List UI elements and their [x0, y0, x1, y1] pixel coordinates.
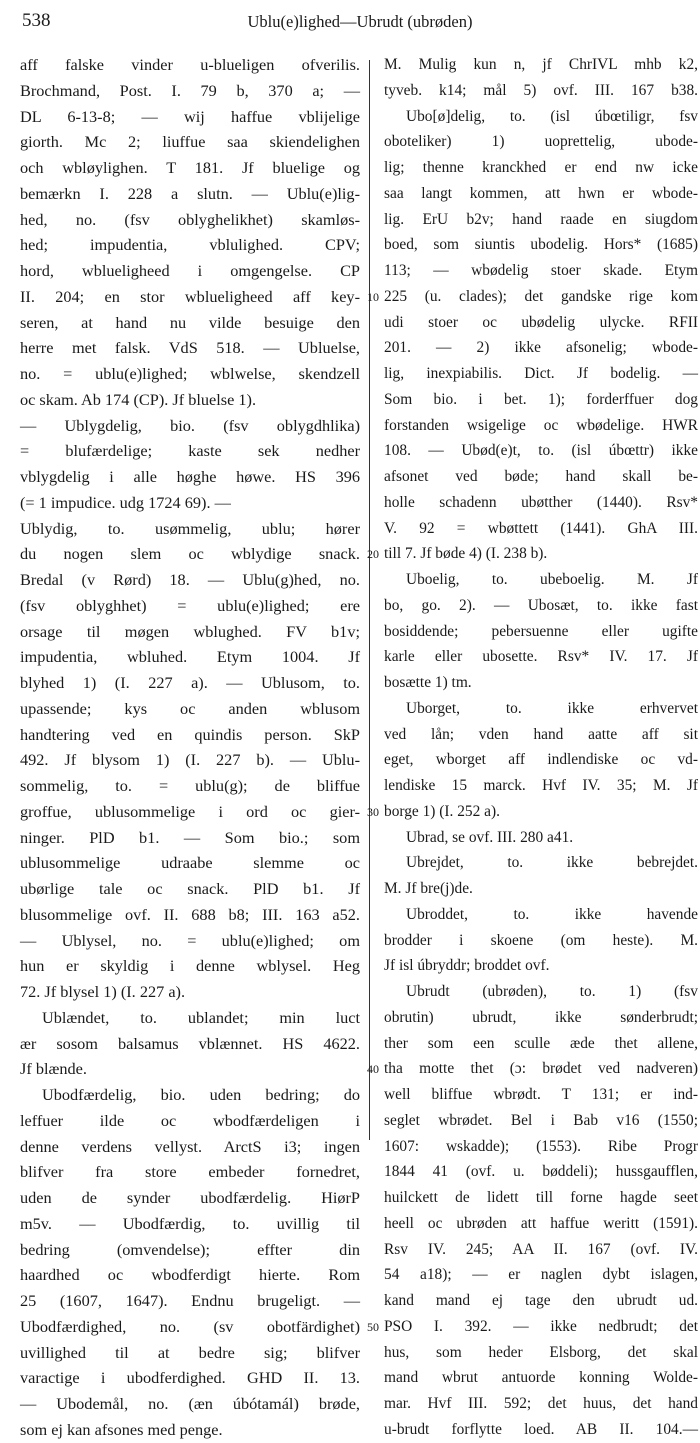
right-column-line: tyveb. k14; mål 5) ovf. III. 167 b38. [384, 81, 698, 99]
left-column-line: — Ubodemål, no. (æn úbótamál) brøde, [20, 1394, 360, 1413]
margin-line-number: 20 [367, 547, 379, 562]
left-column-line: no. = ublu(e)lighed; wblwelse, skendzell [20, 364, 360, 383]
right-column-line: 1844 41 (ovf. u. bøddeli); hussgaufflen, [384, 1163, 698, 1181]
left-column-line: bemærkn I. 228 a slutn. — Ublu(e)lig- [20, 183, 360, 203]
left-column-line: II. 204; en stor wblueligheed aff key- [20, 286, 360, 306]
left-column-line: haardhed oc wbodferdigt hierte. Rom [20, 1265, 360, 1285]
right-column-line: M. Mulig kun n, jf ChrIVL mhb k2, [384, 56, 698, 73]
left-column-line: Bredal (v Rørd) 18. — Ublu(g)hed, no. [20, 570, 360, 589]
right-column-line: 108. — Ubød(e)t, to. (isl úbœttr) ikke [384, 442, 698, 460]
left-column-line: blusommelige ovf. II. 688 b8; III. 163 a52. [20, 904, 360, 924]
right-column-line: Jf isl úbryddr; broddet ovf. [384, 957, 550, 975]
right-column-line: brodder i skoene (om heste). M. [384, 931, 698, 949]
right-column-line: ved lån; vden hand aatte aff sit [384, 725, 698, 743]
left-column-line: Ublydig, to. usømmelig, ublu; hører [20, 518, 360, 538]
left-column-line: du nogen slem oc wblydige snack. [20, 544, 360, 564]
right-column-line: borge 1) (I. 252 a). [384, 802, 500, 820]
right-column-line: afsonet ved bøde; hand skall be- [384, 468, 698, 485]
left-column-line: blyhed 1) (I. 227 a). — Ublusom, to. [20, 673, 360, 692]
left-column-line: herre met falsk. VdS 518. — Ubluelse, [20, 338, 360, 358]
right-column-line: Ubo[ø]delig, to. (isl úbœtiligr, fsv [406, 107, 698, 125]
left-column-line: = blufærdelige; kaste sek nedher [20, 441, 360, 461]
right-column-line: Som bio. i bet. 1); forderffuer dog [384, 390, 698, 408]
right-column-line: udi stoer oc ubødelig ulycke. RFII [384, 313, 698, 331]
right-column-line: 1607: wskadde); (1553). Ribe Progr [384, 1137, 698, 1155]
left-column [20, 52, 360, 1439]
page-number: 538 [22, 10, 51, 31]
right-column-line: mand wbrut antuorde konning Wolde- [384, 1369, 698, 1387]
left-column-line: som ej kan afsones med penge. [20, 1419, 223, 1439]
margin-line-number: 50 [367, 1319, 379, 1334]
left-column-line: hun er skyldig i denne wblysel. Heg [20, 956, 360, 976]
right-column-line: kand mand ej tage den ubrudt ud. [384, 1292, 698, 1309]
left-column-line: hord, wblueligheed i omgengelse. CP [20, 261, 360, 280]
left-column-line: vblygdelig i alle høghe høwe. HS 396 [20, 467, 360, 486]
left-column-line: sommelig, to. = ublu(g); de bliffue [20, 776, 360, 795]
margin-line-number: 40 [367, 1062, 379, 1077]
right-column-line: hus, som heder Elsborg, det skal [384, 1343, 698, 1361]
right-column-line: eget, wborget aff indlendiske oc vd- [384, 751, 698, 769]
right-column-line: ther som een sculle æde thet allene, [384, 1034, 698, 1052]
left-column-line: bedring (omvendelse); effter din [20, 1239, 360, 1259]
right-column-line: Rsv IV. 245; AA II. 167 (ovf. IV. [384, 1240, 698, 1258]
right-column-line: obrutin) ubrudt, ikke sønderbrudt; [384, 1008, 698, 1026]
margin-line-number: 30 [367, 804, 379, 819]
left-column-line: 25 (1607, 1647). Endnu brugeligt. — [20, 1291, 360, 1310]
left-column-line: 72. Jf blysel 1) (I. 227 a). [20, 982, 186, 1001]
right-column-line: forstanden wsigelige oc wbødelige. HWR [384, 416, 698, 434]
left-column-line: giorth. Mc 2; liuffue saa skiendelighen [20, 132, 360, 152]
left-column-line: oc skam. Ab 174 (CP). Jf bluelse 1). [20, 389, 257, 409]
left-column-line: orsage til møgen wblughed. FV b1v; [20, 621, 360, 641]
left-column-line: ublusommelige udraabe slemme oc [20, 853, 360, 873]
right-column-line: V. 92 = wbøttett (1441). GhA III. [384, 519, 698, 537]
right-column-line: lig, inexpiabilis. Dict. Jf bodelig. — [384, 365, 698, 382]
page-header [0, 0, 700, 42]
right-column-line: karle eller ubosette. Rsv* IV. 17. Jf [384, 648, 698, 666]
right-column-line: tha motte thet (ɔ: brødet ved nadveren) [384, 1060, 698, 1078]
right-column-line: huilckett de lidett till forne hagde seet [384, 1189, 698, 1206]
left-column-line: handtering ved en quindis person. SkP [20, 724, 360, 744]
left-column-line: och wbløylighen. T 181. Jf bluelige og [20, 158, 360, 177]
left-column-line: Jf blænde. [20, 1059, 87, 1079]
left-column-line: varactige i ubodferdighed. GHD II. 13. [20, 1368, 360, 1388]
left-column-line: Ublændet, to. ublandet; min luct [42, 1007, 360, 1027]
left-column-line: — Ublysel, no. = ublu(e)lighed; om [20, 930, 360, 950]
left-column-line: uvillighed til at bedre sig; blifver [20, 1342, 360, 1362]
right-column-line: 54 a18); — er naglen dybt islagen, [384, 1266, 698, 1284]
margin-line-number: 10 [367, 289, 379, 304]
left-column-line: ær sosom balsamus vblænnet. HS 4622. [20, 1033, 360, 1053]
left-column-line: blifver fra store embeder fornedret, [20, 1162, 360, 1182]
right-column-line: boed, som siuntis ubodelig. Hors* (1685) [384, 236, 698, 254]
left-column-line: ubørlige tale oc snack. PlD b1. Jf [20, 879, 360, 898]
left-column-line: leffuer ilde oc wbodfærdeligen i [20, 1110, 360, 1130]
right-column-line: Ubrudt (ubrøden), to. 1) (fsv [406, 983, 698, 1000]
right-column-line: lendiske 15 marck. Hvf IV. 35; M. Jf [384, 777, 698, 794]
right-column-line: Uboelig, to. ubeboelig. M. Jf [406, 571, 698, 588]
left-column-line: Ubodfærdelig, bio. uden bedring; do [42, 1085, 360, 1104]
left-column-line: (= 1 impudice. udg 1724 69). — [20, 492, 231, 512]
left-column-line: Brochmand, Post. I. 79 b, 370 a; — [20, 80, 360, 100]
right-column-line: u-brudt forflytte loed. AB II. 104.— [384, 1420, 698, 1438]
right-column-line: seglet wbrødet. Bel i Bab v16 (1550; [384, 1111, 698, 1129]
left-column-line: hed, no. (fsv oblyghelikhet) skamløs- [20, 209, 360, 229]
left-column-line: ninger. PlD b1. — Som bio.; som [20, 827, 360, 847]
right-column-line: PSO I. 392. — ikke nedbrudt; det [384, 1317, 698, 1335]
right-column-line: Uborget, to. ikke erhvervet [406, 699, 698, 717]
right-column-line: bo, go. 2). — Ubosæt, to. ikke fast [384, 596, 698, 614]
right-column-line: 113; — wbødelig stoer skade. Etym [384, 262, 698, 279]
left-column-line: (fsv oblyghhet) = ublu(e)lighed; ere [20, 595, 360, 615]
left-column-line: DL 6-13-8; — wij haffue vblijelige [20, 106, 360, 126]
right-column-line: Ubrejdet, to. ikke bebrejdet. [406, 854, 698, 872]
right-column-line: lig. ErU b2v; hand raade en siugdom [384, 210, 698, 228]
column-divider [369, 60, 370, 1140]
right-column-line: well bliffue wbrødt. T 131; er ind- [384, 1086, 698, 1103]
right-column-line: saa langt kommen, att hwn er wbode- [384, 184, 698, 202]
left-column-line: groffue, ublusommelige i ord oc gier- [20, 801, 360, 821]
left-column-line: m5v. — Ubodfærdig, to. uvillig til [20, 1213, 360, 1233]
left-column-line: seren, at hand nu vilde besuige den [20, 312, 360, 332]
right-column-line: mar. Hvf III. 592; det huus, det hand [384, 1395, 698, 1412]
right-column-line: lig; thenne kranckhed er end nw icke [384, 159, 698, 176]
right-column-line: 225 (u. clades); det gandske rige kom [384, 287, 698, 305]
right-column-line: holle schadenn ubøtther (1440). Rsv* [384, 493, 698, 511]
left-column-line: impudentia, wbluhed. Etym 1004. Jf [20, 647, 360, 667]
left-column-line: — Ublygdelig, bio. (fsv oblygdhlika) [20, 415, 360, 435]
right-column-line: M. Jf bre(j)de. [384, 880, 473, 897]
left-column-line: 492. Jf blysom 1) (I. 227 b). — Ublu- [20, 750, 360, 770]
right-column-line: Ubrad, se ovf. III. 280 a41. [406, 828, 574, 846]
right-column [384, 52, 698, 1438]
right-column-line: heell oc ubrøden att haffue weritt (1591). [384, 1214, 698, 1232]
left-column-line: upassende; kys oc anden wblusom [20, 698, 360, 718]
running-head: Ublu(e)lighed—Ubrudt (ubrøden) [247, 12, 473, 31]
right-column-line: oboteliker) 1) uoprettelig, ubode- [384, 133, 698, 151]
left-column-line: hed; impudentia, vblulighed. CPV; [20, 235, 360, 255]
right-column-line: till 7. Jf bøde 4) (I. 238 b). [384, 545, 548, 563]
right-column-line: 201. — 2) ikke afsonelig; wbode- [384, 339, 698, 357]
left-column-line: uden de synder ubodfærdelig. HiørP [20, 1188, 360, 1207]
left-column-line: Ubodfærdighed, no. (sv obotfärdighet) [20, 1316, 360, 1336]
right-column-line: Ubroddet, to. ikke havende [406, 905, 698, 923]
left-column-line: aff falske vinder u-blueligen ofverilis. [20, 55, 360, 74]
left-column-line: denne verdens vellyst. ArctS i3; ingen [20, 1136, 360, 1156]
right-column-line: bosiddende; pebersuenne eller ugifte [384, 622, 698, 640]
right-column-line: bosætte 1) tm. [384, 674, 472, 691]
